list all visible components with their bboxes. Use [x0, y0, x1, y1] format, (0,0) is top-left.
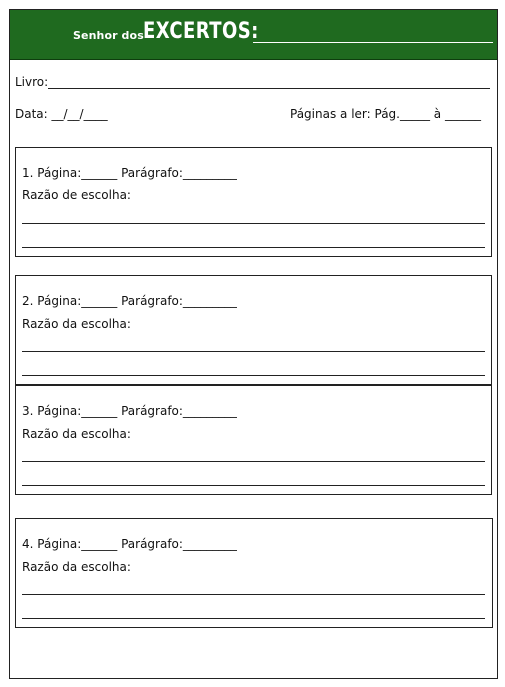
excerpt-2-reason-label: Razão da escolha:: [22, 317, 131, 331]
excerpt-3-reason-label: Razão da escolha:: [22, 427, 131, 441]
header-write-line: [253, 42, 493, 43]
excerpt-1-line-b: [22, 247, 485, 248]
excerpt-4-page-paragraph: 4. Página:______ Parágrafo:_________: [22, 537, 237, 551]
date-label: Data: __/__/____: [15, 107, 108, 121]
book-write-line: [48, 88, 490, 89]
excerpt-3-line-b: [22, 485, 485, 486]
excerpt-3-line-a: [22, 461, 485, 462]
excerpt-4-reason-label: Razão da escolha:: [22, 560, 131, 574]
excerpt-4-line-b: [22, 618, 485, 619]
excerpt-1-line-a: [22, 223, 485, 224]
excerpt-1-reason-label: Razão de escolha:: [22, 188, 131, 202]
excerpt-3-page-paragraph: 3. Página:______ Parágrafo:_________: [22, 404, 237, 418]
header-banner: [10, 10, 497, 60]
excerpt-2-page-paragraph: 2. Página:______ Parágrafo:_________: [22, 294, 237, 308]
excerpt-2-line-b: [22, 375, 485, 376]
book-label: Livro:: [15, 75, 49, 89]
brand-small-text: Senhor dos: [73, 29, 144, 42]
excerpt-box-1: [15, 147, 492, 257]
pages-label: Páginas a ler: Pág._____ à ______: [290, 107, 481, 121]
brand-title: EXCERTOS:: [143, 19, 259, 44]
excerpt-2-line-a: [22, 351, 485, 352]
excerpt-4-line-a: [22, 594, 485, 595]
excerpt-1-page-paragraph: 1. Página:______ Parágrafo:_________: [22, 166, 237, 180]
